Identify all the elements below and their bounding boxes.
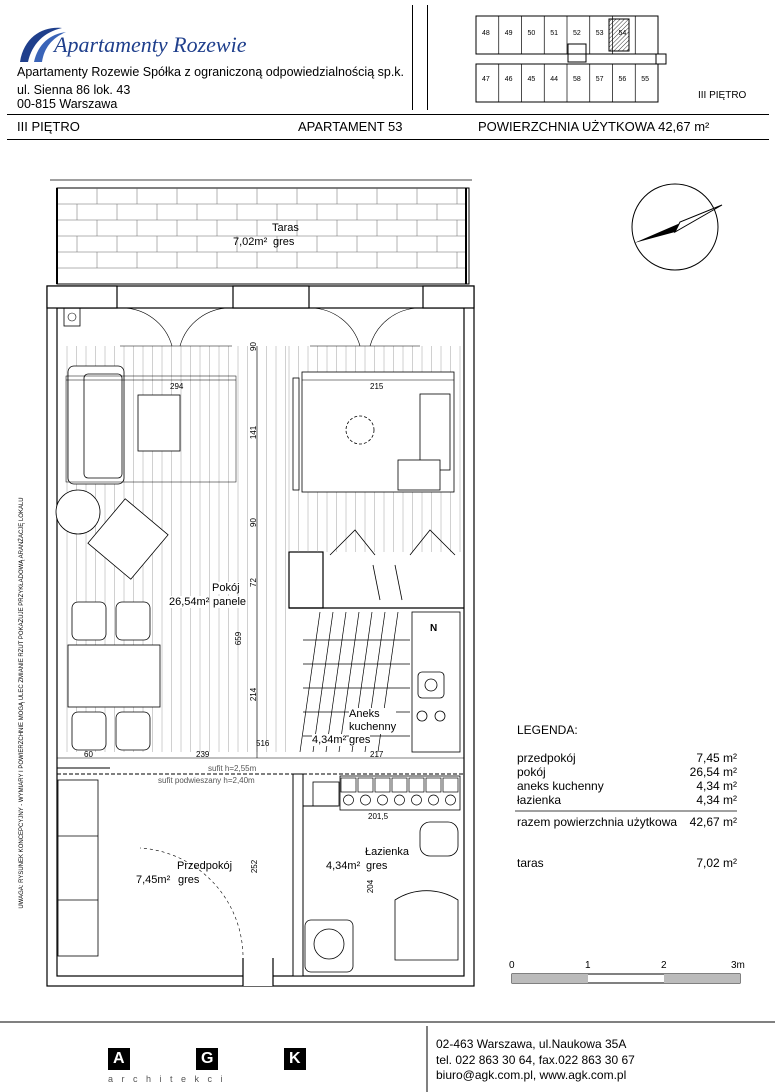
company-name: Apartamenty Rozewie Spółka z ograniczoną odpowiedzialnością sp.k. — [17, 65, 405, 79]
keyplan-unit: 52 — [573, 30, 581, 37]
dim-141: 141 — [249, 425, 259, 440]
scale-label-1: 1 — [585, 960, 591, 971]
keyplan-unit: 44 — [550, 76, 559, 83]
balcony-doors — [120, 308, 420, 346]
furniture — [56, 366, 460, 972]
title-apartment: APARTAMENT 53 — [298, 119, 403, 134]
dim-239: 239 — [196, 750, 210, 759]
room-label-lazienka: Łazienka — [365, 846, 410, 858]
keyplan-unit: 51 — [550, 30, 559, 37]
room-area-przedpokoj: 7,45m² — [136, 874, 171, 886]
dim-72: 72 — [248, 578, 258, 587]
logo-text: Apartamenty Rozewie — [54, 32, 247, 57]
dim-217: 217 — [370, 750, 384, 759]
keyplan-unit: 56 — [618, 76, 627, 83]
agk-logo — [108, 1048, 308, 1088]
scale-bar — [512, 974, 740, 983]
side-note: UWAGA: RYSUNEK KONCEPCYJNY - WYMIARY I POWIERZCHNIE MOGĄ ULEC ZMIANIE RZUT POKAZUJE PRZYKŁADOWĄ ARANŻACJĘ LOKALU — [19, 497, 25, 909]
north-mark: N — [430, 623, 438, 634]
keyplan-unit: 55 — [641, 76, 650, 83]
dim-659: 659 — [234, 631, 244, 646]
room-label-przedpokoj: Przedpokój — [177, 860, 233, 872]
dim-252: 252 — [250, 859, 260, 874]
logo-letter-a: A — [113, 1050, 125, 1067]
legend-terrace: taras 7,02 m² — [517, 856, 737, 870]
keyplan-unit: 49 — [504, 30, 513, 37]
legend-row: łazienka 4,34 m² — [517, 793, 737, 807]
scale-label-0: 0 — [509, 960, 515, 971]
legend-row: przedpokój 7,45 m² — [517, 751, 737, 765]
legend-title: LEGENDA: — [517, 723, 578, 737]
legend-row: pokój 26,54 m² — [517, 765, 737, 779]
keyplan-unit: 47 — [482, 76, 490, 83]
title-area: POWIERZCHNIA UŻYTKOWA 42,67 m² — [478, 119, 710, 134]
footer-address: 02-463 Warszawa, ul.Naukowa 35A — [436, 1037, 627, 1051]
room-area-aneks: 4,34m² — [312, 734, 347, 746]
compass-icon — [632, 184, 722, 270]
room-area-pokoj: 26,54m² — [169, 596, 210, 608]
scale-label-2: 2 — [661, 960, 667, 971]
dim-90a: 90 — [248, 342, 258, 351]
dim-214: 214 — [249, 687, 259, 702]
room-label-aneks: Aneks kuchenny — [349, 708, 397, 733]
room-finish-aneks: gres — [349, 734, 371, 746]
terrace — [50, 180, 472, 284]
logo-letter-g: G — [201, 1050, 214, 1067]
address-line1: ul. Sienna 86 lok. 43 — [17, 83, 131, 97]
logo-letter-k: K — [289, 1050, 301, 1067]
keyplan-floor: III PIĘTRO — [698, 90, 747, 101]
keyplan-unit: 50 — [527, 30, 536, 37]
keyplan-unit: 45 — [527, 76, 536, 83]
terrace-label: Taras — [272, 222, 299, 234]
dim-204: 204 — [366, 879, 376, 894]
dim-2015: 201,5 — [368, 812, 389, 821]
legend-total: razem powierzchnia użytkowa 42,67 m² — [517, 815, 737, 829]
room-label-pokoj: Pokój — [212, 582, 240, 594]
scale-label-3m: 3m — [731, 960, 745, 971]
dim-90b: 90 — [248, 518, 258, 527]
footer-phone: tel. 022 863 30 64, fax.022 863 30 67 — [436, 1053, 635, 1067]
dim-294: 294 — [170, 382, 184, 391]
terrace-area: 7,02m² — [233, 236, 268, 248]
keyplan-unit: 54 — [618, 30, 627, 37]
address-line2: 00-815 Warszawa — [17, 97, 118, 111]
dim-215: 215 — [370, 382, 384, 391]
keyplan-unit: 46 — [504, 76, 513, 83]
ceiling-note-2: sufit podwieszany h=2,40m — [158, 776, 255, 785]
room-finish-lazienka: gres — [366, 860, 388, 872]
room-finish-pokoj: panele — [213, 596, 247, 608]
terrace-finish: gres — [273, 236, 295, 248]
keyplan-unit: 58 — [573, 76, 581, 83]
logo-subtitle: a r c h i t e k c i — [108, 1074, 226, 1084]
ceiling-note-1: sufit h=2,55m — [208, 764, 257, 773]
title-floor: III PIĘTRO — [17, 119, 80, 134]
room-finish-przedpokoj: gres — [178, 874, 200, 886]
keyplan-unit: 48 — [482, 30, 490, 37]
legend-row: aneks kuchenny 4,34 m² — [517, 779, 737, 793]
keyplan-unit: 57 — [595, 76, 604, 83]
room-area-lazienka: 4,34m² — [326, 860, 361, 872]
dim-516: 516 — [256, 739, 270, 748]
dim-60: 60 — [84, 750, 93, 759]
keyplan-unit: 53 — [595, 30, 604, 37]
footer-web[interactable]: biuro@agk.com.pl, www.agk.com.pl — [436, 1068, 627, 1082]
